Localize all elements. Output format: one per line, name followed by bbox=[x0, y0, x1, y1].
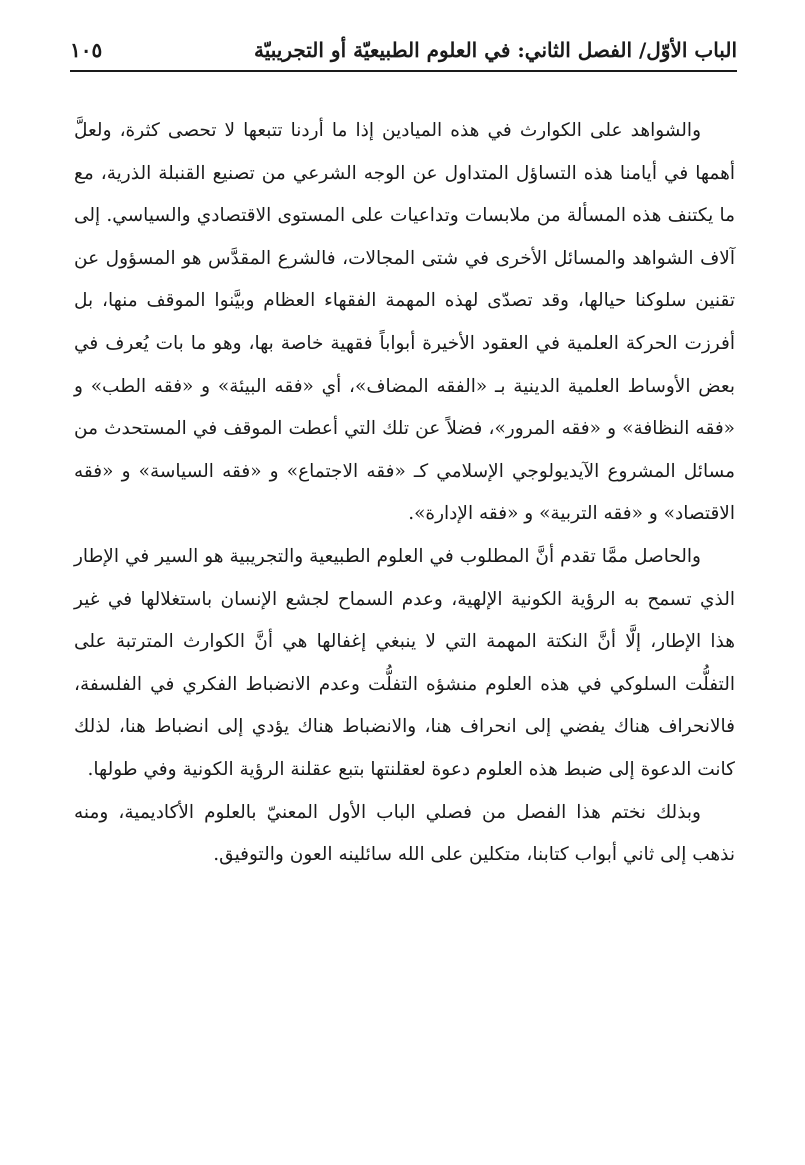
chapter-title: الباب الأوّل/ الفصل الثاني: في العلوم الطبيعيّة أو التجريبيّة bbox=[253, 38, 737, 62]
page-number: ١٠٥ bbox=[70, 38, 103, 62]
paragraph: والشواهد على الكوارث في هذه الميادين إذا ما أردنا تتبعها لا تحصى كثرة، ولعلَّ أهمها في أيامنا هذه التساؤل المتداول عن الوجه الشرعي من تصنيع القنبلة الذرية، مع ما يكتنف هذه المسألة من ملابسات وتداعيات على المستوى الاقتصادي والسياسي. إلى آلاف الشواهد والمسائل الأخرى في شتى المجالات، فالشرع المقدَّس هو المسؤول عن تقنين سلوكنا حيالها، وقد تصدّى لهذه المهمة الفقهاء العظام وبيَّنوا الموقف منها، بل أفرزت الحركة العلمية في العقود الأخيرة أبواباً فقهية خاصة بها، وهو ما بات يُعرف في بعض الأوساط العلمية الدينية بـ «الفقه المضاف»، أي «فقه البيئة» و «فقه الطب» و «فقه النظافة» و «فقه المرور»، فضلاً عن تلك التي أعطت الموقف في المستحدث من مسائل المشروع الآيديولوجي الإسلامي كـ «فقه الاجتماع» و «فقه السياسة» و «فقه الاقتصاد» و «فقه التربية» و «فقه الإدارة». bbox=[74, 120, 735, 525]
paragraph: والحاصل ممَّا تقدم أنَّ المطلوب في العلوم الطبيعية والتجريبية هو السير في الإطار الذي تسمح به الرؤية الكونية الإلهية، وعدم السماح لجشع الإنسان باستغلالها في غير هذا الإطار، إلَّا أنَّ النكتة المهمة التي لا ينبغي إغفالها هي أنَّ الكوارث المترتبة على التفلُّت السلوكي في هذه العلوم منشؤه التفلُّت وعدم الانضباط الفكري في الفلسفة، فالانحراف هناك يفضي إلى انحراف هنا، والانضباط هناك يؤدي إلى انضباط هنا، لذلك كانت الدعوة إلى ضبط هذه العلوم دعوة لعقلنتها بتبع عقلنة الرؤية الكونية وفي طولها. bbox=[74, 545, 735, 780]
running-header bbox=[70, 30, 737, 72]
body-text bbox=[74, 110, 735, 877]
paragraph: وبذلك نختم هذا الفصل من فصلي الباب الأول المعنيّ بالعلوم الأكاديمية، ومنه نذهب إلى ثاني أبواب كتابنا، متكلين على الله سائلينه العون والتوفيق. bbox=[74, 801, 735, 866]
